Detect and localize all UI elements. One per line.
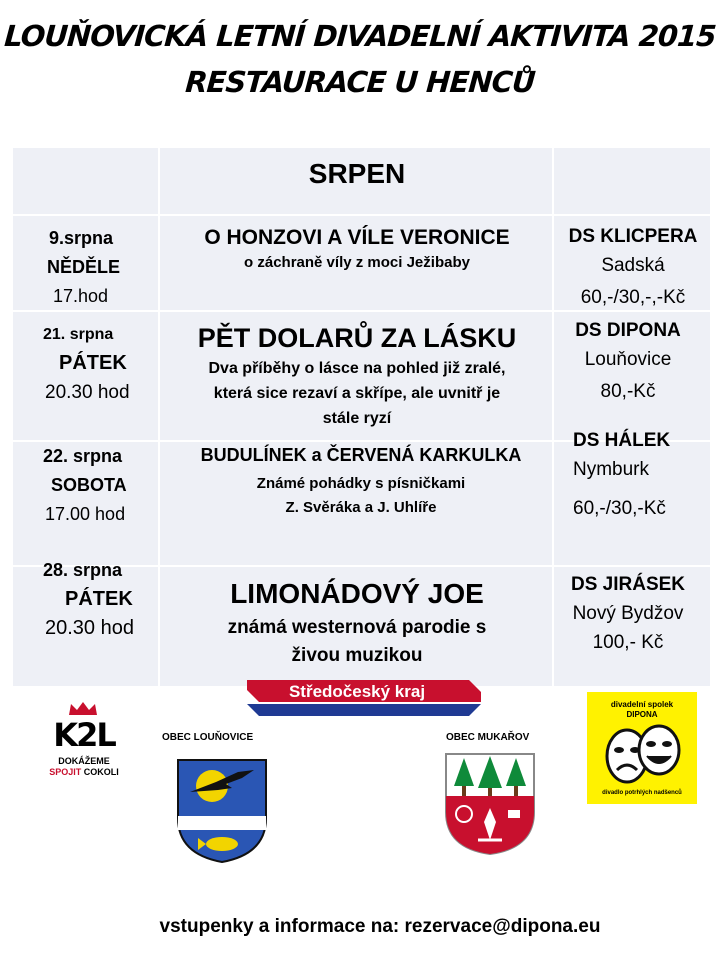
event-time: 20.30 hod [45, 617, 134, 639]
kraj-logo [247, 680, 481, 720]
event-troupe-cell [558, 316, 698, 406]
k2l-slogan-2: SPOJIT COKOLI [49, 767, 119, 777]
schedule-table [13, 148, 710, 686]
event-time: 17.00 hod [45, 504, 126, 524]
month-heading: SRPEN [308, 158, 406, 189]
k2l-slogan-1: DOKÁŽEME [58, 756, 110, 766]
obec-lounovice-label: OBEC LOUŇOVICE [162, 732, 254, 743]
event-subtitle: o záchraně víly z moci Ježibaby [244, 254, 470, 271]
dipona-label: divadelní spolek DIPONA [610, 700, 674, 719]
lounovice-coat-of-arms-icon [176, 758, 268, 864]
troupe-name: DS JIRÁSEK [570, 574, 686, 595]
ticket-price: 60,-/30,-Kč [573, 498, 666, 519]
troupe-place: Nový Bydžov [572, 603, 684, 624]
theatre-masks-icon [597, 722, 687, 786]
event-title: LIMONÁDOVÝ JOE [230, 578, 484, 609]
troupe-place: Louňovice [584, 349, 672, 370]
troupe-name: DS KLICPERA [568, 226, 698, 247]
event-date: 21. srpna [43, 326, 114, 343]
event-subtitle: Dva příběhy o lásce na pohled již zralé, [208, 360, 506, 377]
event-subtitle: která sice rezaví a skřípe, ale uvnitř je [213, 385, 501, 402]
event-subtitle: známá westernová parodie s [227, 617, 487, 638]
event-subtitle: stále ryzí [322, 410, 392, 427]
event-subtitle: Z. Svěráka a J. Uhlíře [285, 499, 437, 516]
event-subtitle: Známé pohádky s písničkami [256, 475, 466, 492]
k2l-logo [27, 686, 141, 788]
event-date: 9.srpna [49, 228, 114, 248]
event-subtitle: živou muzikou [291, 645, 423, 666]
ticket-price: 100,- Kč [592, 632, 664, 653]
venue-title: RESTAURACE U HENCŮ [184, 65, 536, 99]
event-date-cell [43, 556, 173, 643]
event-time: 17.hod [53, 286, 109, 306]
event-title: PĚT DOLARŮ ZA LÁSKU [197, 323, 517, 353]
event-time: 20.30 hod [45, 382, 130, 403]
troupe-name: DS HÁLEK [573, 430, 671, 451]
kraj-label: Středočeský kraj [288, 682, 426, 701]
dipona-logo [587, 692, 697, 804]
event-day: NĚDĚLE [47, 257, 121, 277]
event-day: SOBOTA [51, 475, 127, 495]
dipona-tagline: divadlo potrhlých nadšenců [602, 790, 682, 796]
ticket-price: 60,-/30,-,-Kč [580, 287, 686, 308]
event-date-cell [43, 320, 153, 407]
k2l-wordmark: K2L [53, 716, 115, 754]
event-title: O HONZOVI A VÍLE VERONICE [204, 226, 510, 249]
crown-icon [67, 700, 99, 716]
event-date-cell [43, 224, 133, 311]
troupe-place: Sadská [601, 255, 665, 276]
event-date: 28. srpna [43, 560, 123, 580]
event-troupe-cell [558, 222, 708, 312]
poster-title: LOUŇOVICKÁ LETNÍ DIVADELNÍ AKTIVITA 2015 [3, 19, 717, 53]
obec-mukarov-label: OBEC MUKAŘOV [446, 732, 530, 743]
ticket-info: vstupenky a informace na: rezervace@dipona.eu [159, 916, 601, 937]
event-title: BUDULÍNEK a ČERVENÁ KARKULKA [200, 445, 522, 465]
event-day: PÁTEK [65, 588, 133, 610]
troupe-place: Nymburk [573, 459, 650, 480]
event-date: 22. srpna [43, 446, 123, 466]
mukarov-coat-of-arms-icon [444, 752, 536, 856]
sponsor-logos [0, 682, 720, 886]
ticket-price: 80,-Kč [600, 381, 656, 402]
event-date-cell [43, 442, 153, 529]
event-troupe-cell [558, 570, 698, 657]
event-day: PÁTEK [59, 352, 127, 374]
event-troupe-cell [563, 426, 703, 523]
event-info-cell [161, 442, 561, 519]
event-info-cell [161, 320, 553, 431]
troupe-name: DS DIPONA [575, 320, 681, 341]
event-info-cell [161, 224, 553, 274]
event-info-cell [161, 574, 553, 670]
